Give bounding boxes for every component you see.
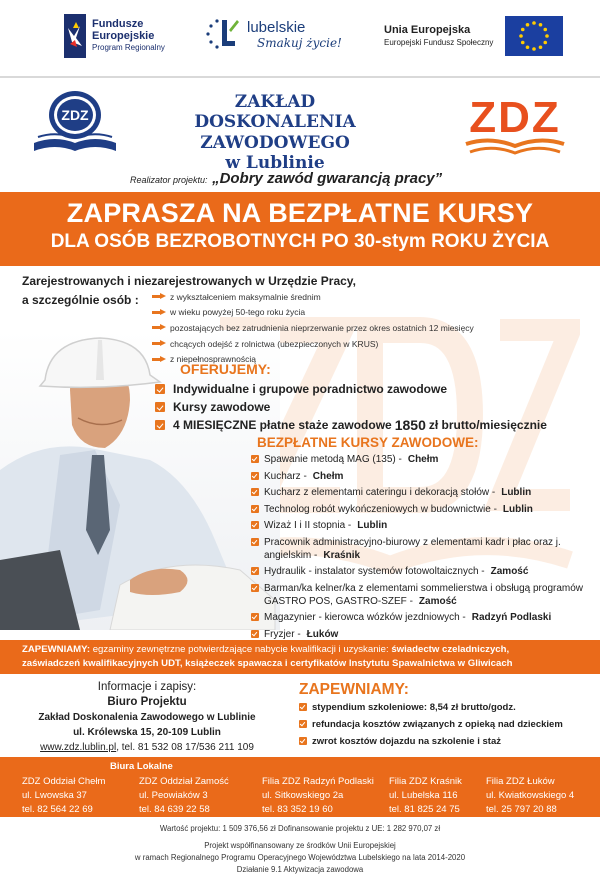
- zdz-book-emblem-icon: [30, 85, 120, 157]
- headline-banner: [0, 192, 600, 266]
- criteria-item: z wykształceniem maksymalnie średnim: [152, 289, 592, 305]
- office-card: ZDZ Oddział Zamość ul. Peowiaków 3 tel. 84 639 22 58: [139, 776, 229, 815]
- courses-list: [251, 453, 596, 644]
- check-icon: [251, 630, 259, 638]
- lubelskie-emblem-icon: [205, 16, 243, 54]
- eu-star: [539, 45, 543, 49]
- website-link[interactable]: www.zdz.lublin.pl: [40, 742, 117, 753]
- project-name: „Dobry zawód gwarancją pracy”: [212, 170, 443, 187]
- check-icon: [251, 505, 259, 513]
- project-realizer: [130, 170, 442, 187]
- lub-line1: lubelskie: [247, 19, 306, 37]
- criteria-item: pozostających bez zatrudnienia nieprzerwanie przez okres ostatnich 12 miesięcy: [152, 320, 592, 336]
- benefits-heading: ZAPEWNIAMY:: [299, 681, 409, 698]
- check-icon: [251, 472, 259, 480]
- office-card: Filia ZDZ Łuków ul. Kwiatkowskiego 4 tel. 25 797 20 88: [486, 776, 575, 815]
- eu-star: [526, 23, 530, 27]
- target-line2: a szczególnie osób :: [22, 293, 139, 307]
- eu-flag-icon: [505, 16, 563, 56]
- check-icon: [251, 613, 259, 621]
- check-icon: [299, 737, 307, 745]
- criteria-item: chcących odejść z rolnictwa (ubezpieczonych w KRUS): [152, 336, 592, 352]
- organization-title: [130, 92, 420, 174]
- arrow-right-icon: [152, 356, 166, 363]
- benefit-item: refundacja kosztów związanych z opieką nad dzieckiem: [299, 718, 589, 731]
- eu-star: [546, 34, 550, 38]
- benefit-item: stypendium szkoleniowe: 8,54 zł brutto/godz.: [299, 701, 589, 714]
- criteria-item: z niepełnosprawnością: [152, 351, 592, 367]
- eu-star: [544, 28, 548, 32]
- zdz-logo-text: ZDZ: [469, 93, 561, 142]
- guarantee-strip: ZAPEWNIAMY: egzaminy zewnętrzne potwierdzające nabycie kwalifikacji i uzyskanie: świadectw czeladniczych, zaświadczeń kwalifikacyjnych UDT, książeczek spawacza i certyfikatów Instytutu Spawalnictwa w Gliwicach: [0, 640, 600, 674]
- address-line1: Zakład Doskonalenia Zawodowego w Lublinie: [38, 712, 256, 723]
- fe-line1: Fundusze: [92, 18, 144, 31]
- offer-list: [155, 380, 595, 434]
- lub-line2: Smakuj życie!: [257, 35, 342, 50]
- course-item: Fryzjer - Łuków: [251, 628, 596, 641]
- fe-line3: Program Regionalny: [92, 43, 165, 53]
- org-title-line2: DOSKONALENIA ZAWODOWEGO: [194, 112, 356, 153]
- headline-line1: ZAPRASZA NA BEZPŁATNE KURSY: [66, 198, 534, 228]
- contact-info: [12, 680, 282, 755]
- eu-star: [521, 41, 525, 45]
- check-icon: [299, 720, 307, 728]
- fundusze-europejskie-logo: [64, 14, 165, 58]
- offer-item: 4 MIESIĘCZNE płatne staże zawodowe 1850 zł brutto/miesięcznie: [155, 416, 595, 434]
- offer-item: Kursy zawodowe: [155, 398, 595, 416]
- arrow-right-icon: [152, 324, 166, 331]
- check-icon: [251, 488, 259, 496]
- zdz-logo: [460, 88, 570, 158]
- realizer-label: Realizator projektu:: [130, 175, 208, 185]
- eu-star: [533, 21, 537, 25]
- courses-heading: BEZPŁATNE KURSY ZAWODOWE:: [257, 435, 479, 450]
- benefits-list: [299, 701, 589, 752]
- course-item: Magazynier - kierowca wózków jezdniowych - Radzyń Podlaski: [251, 611, 596, 624]
- course-item: Hydraulik - instalator systemów fotowoltaicznych - Zamość: [251, 565, 596, 578]
- offer-heading: OFERUJEMY:: [180, 361, 271, 377]
- check-icon: [251, 584, 259, 592]
- zdz-badge-text: ZDZ: [61, 107, 89, 123]
- fe-star-icon: [64, 14, 86, 58]
- local-offices: [0, 757, 600, 817]
- course-item: Barman/ka kelner/ka z elementami sommelierstwa i obsługą programów GASTRO POS, GASTRO-SZEF - Zamość: [251, 582, 596, 608]
- logos-bar: [0, 0, 600, 74]
- course-item: Wizaż I i II stopnia - Lublin: [251, 519, 596, 532]
- eu-star: [520, 34, 524, 38]
- check-icon: [251, 567, 259, 575]
- check-icon: [251, 538, 259, 546]
- course-item: Spawanie metodą MAG (135) - Chełm: [251, 453, 596, 466]
- office-card: Filia ZDZ Radzyń Podlaski ul. Sitkowskiego 2a tel. 83 352 19 60: [262, 776, 374, 815]
- header-divider: [0, 76, 600, 78]
- check-icon: [155, 402, 165, 412]
- course-item: Technolog robót wykończeniowych w budownictwie - Lublin: [251, 503, 596, 516]
- check-icon: [251, 455, 259, 463]
- guarantee-label: ZAPEWNIAMY:: [22, 644, 91, 655]
- course-item: Pracownik administracyjno-biurowy z elementami kadr i płac oraz j. angielskim - Kraśnik: [251, 536, 596, 562]
- cofinancing-note: Projekt współfinansowany ze środków Unii Europejskiej: [204, 841, 396, 850]
- arrow-right-icon: [152, 293, 166, 300]
- lubelskie-logo: [205, 16, 342, 54]
- program-note: w ramach Regionalnego Programu Operacyjnego Województwa Lubelskiego na lata 2014-2020: [134, 853, 466, 862]
- org-title-line1: ZAKŁAD: [234, 92, 316, 112]
- eu-star: [539, 23, 543, 27]
- project-office: Biuro Projektu: [107, 696, 187, 708]
- benefit-item: zwrot kosztów dojazdu na szkolenie i staż: [299, 735, 589, 748]
- eu-star: [521, 28, 525, 32]
- course-item: Kucharz z elementami cateringu i dekoracją stołów - Lublin: [251, 486, 596, 499]
- local-offices-title: Biura Lokalne: [110, 761, 173, 772]
- arrow-right-icon: [152, 309, 166, 316]
- measure-note: Działanie 9.1 Aktywizacja zawodowa: [236, 865, 364, 874]
- check-icon: [155, 384, 165, 394]
- course-item: Kucharz - Chełm: [251, 470, 596, 483]
- target-line1: Zarejestrowanych i niezarejestrowanych w Urzędzie Pracy,: [22, 274, 356, 288]
- check-icon: [155, 420, 165, 430]
- info-heading: Informacje i zapisy:: [97, 681, 197, 693]
- check-icon: [299, 703, 307, 711]
- fe-line2: Europejskie: [92, 29, 155, 42]
- ue-line1: Unia Europejska: [384, 24, 471, 37]
- eu-star: [533, 47, 537, 51]
- address-line2: ul. Królewska 15, 20-109 Lublin: [73, 727, 221, 738]
- office-card: Filia ZDZ Kraśnik ul. Lubelska 116 tel. 81 825 24 75: [389, 776, 462, 815]
- criteria-item: w wieku powyżej 50-tego roku życia: [152, 305, 592, 321]
- eu-star: [544, 41, 548, 45]
- project-value: Wartość projektu: 1 509 376,56 zł Dofinansowanie projektu z UE: 1 282 970,07 zł: [159, 824, 441, 833]
- eu-logo: [384, 16, 563, 56]
- check-icon: [251, 521, 259, 529]
- office-card: ZDZ Oddział Chełm ul. Lwowska 37 tel. 82 564 22 69: [22, 776, 106, 815]
- org-title-line3: w Lublinie: [225, 153, 325, 174]
- offer-item: Indywidualne i grupowe poradnictwo zawodowe: [155, 380, 595, 398]
- stipend-amount: 1850: [394, 417, 426, 433]
- phone-numbers: , tel. 81 532 08 17/536 211 109: [116, 742, 254, 753]
- arrow-right-icon: [152, 340, 166, 347]
- headline-line2: DLA OSÓB BEZROBOTNYCH PO 30-stym ROKU ŻYCIA: [50, 231, 550, 252]
- eu-star: [526, 45, 530, 49]
- ue-line2: Europejski Fundusz Społeczny: [384, 37, 494, 47]
- criteria-list: [152, 289, 592, 367]
